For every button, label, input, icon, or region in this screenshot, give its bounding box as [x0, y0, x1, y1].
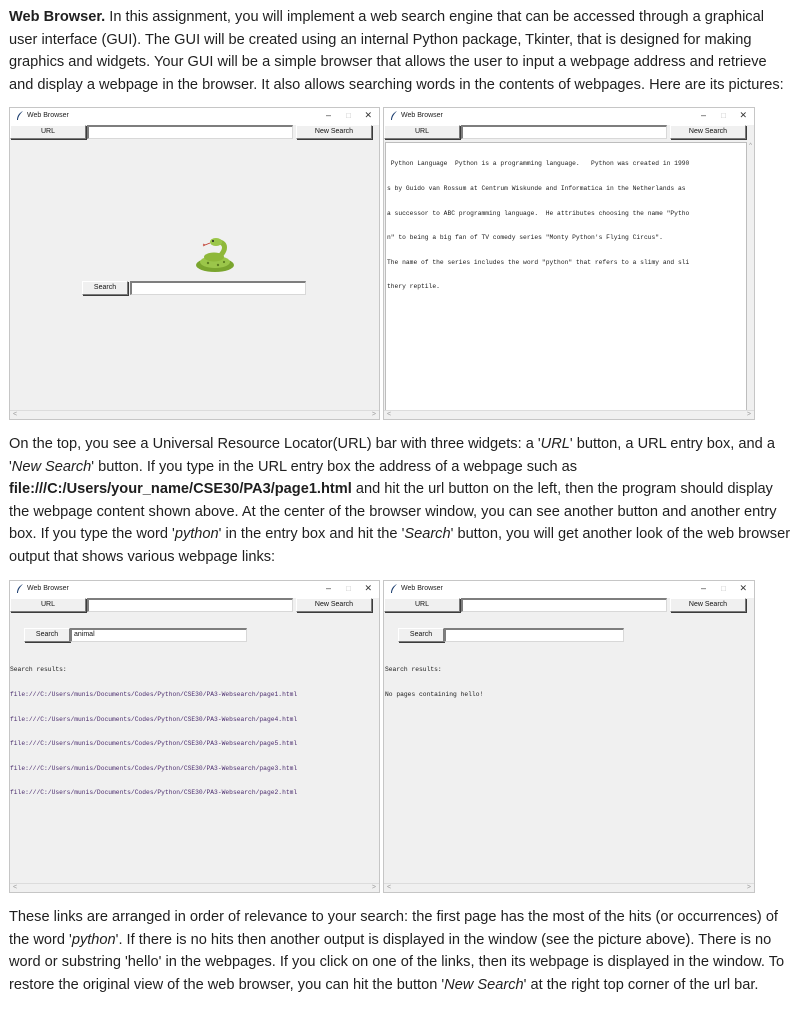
horizontal-scrollbar[interactable] — [384, 410, 754, 419]
window-title: Web Browser — [401, 585, 443, 592]
url-button[interactable]: URL — [10, 125, 86, 139]
search-button[interactable]: Search — [24, 628, 70, 642]
url-input[interactable] — [461, 125, 667, 139]
close-icon[interactable]: ✕ — [364, 583, 372, 593]
results-list — [385, 650, 483, 716]
horizontal-scrollbar[interactable] — [10, 883, 379, 892]
content-line: The name of the series includes the word "python" that refers to a slimy and sli — [387, 258, 690, 266]
horizontal-scrollbar[interactable] — [10, 410, 379, 419]
scroll-left-icon[interactable]: < — [13, 884, 18, 891]
scroll-left-icon[interactable]: < — [387, 411, 392, 418]
title-bar — [384, 108, 754, 125]
url-input[interactable] — [87, 125, 293, 139]
maximize-icon[interactable]: □ — [721, 111, 726, 120]
search-button[interactable]: Search — [82, 281, 128, 295]
search-button[interactable]: Search — [398, 628, 444, 642]
title-bar — [10, 581, 379, 598]
url-input[interactable] — [461, 598, 667, 612]
url-bar-paragraph: On the top, you see a Universal Resource Locator(URL) bar with three widgets: a 'URL' button, a URL entry box, and a 'New Search' button. If you type in the URL entry box the address of a webpage such as file:///C:/Users/your_name/CSE30/PA3/page1.html and hit the url button on the left, then the program should display the webpage content shown above. At the center of the browser window, you can see another button and another entry box. If you type the word 'python' in the entry box and hit the 'Search' button, you will get another look of the web browser output that shows various webpage links: — [9, 436, 791, 565]
scroll-up-icon[interactable]: ^ — [749, 143, 752, 149]
content-line: s by Guido van Rossum at Centrum Wiskunde and Informatica in the Netherlands as — [387, 185, 686, 193]
maximize-icon[interactable]: □ — [721, 584, 726, 593]
close-icon[interactable]: ✕ — [739, 110, 747, 120]
browser-window-home — [9, 107, 380, 420]
scroll-right-icon[interactable]: > — [746, 411, 751, 418]
intro-paragraph: Web Browser. In this assignment, you will implement a web search engine that can be accessed through a graphical user interface (GUI). The GUI will be created using an internal Python package, Tkinter, that is designed for making graphics and widgets. Your GUI will be a simple browser that allows the user to input a webpage address and retrieve and display a webpage in the browser. It also allows searching words in the contents of webpages. Here are its pictures: — [9, 9, 784, 93]
horizontal-scrollbar[interactable] — [384, 883, 754, 892]
feather-icon — [16, 111, 24, 121]
maximize-icon[interactable]: □ — [346, 111, 351, 120]
content-line: n" to being a big fan of TV comedy series "Monty Python's Flying Circus". — [387, 234, 663, 242]
scroll-right-icon[interactable]: > — [371, 411, 376, 418]
url-input[interactable] — [87, 598, 293, 612]
results-paragraph: These links are arranged in order of relevance to your search: the first page has the most of the hits (or occurrences) of the word 'python'. If there is no hits then another output is displayed in the window (see the picture above). There is no word or substring 'hello' in the webpages. If you click on one of the links, then its webpage is displayed in the window. To restore the original view of the web browser, you can hit the button 'New Search' at the right top corner of the url bar. — [9, 909, 785, 993]
browser-window-no-results — [383, 580, 755, 893]
result-link[interactable]: file:///C:/Users/munis/Documents/Codes/Python/CSE30/PA3-Websearch/page1.html — [10, 691, 298, 699]
url-button[interactable]: URL — [384, 598, 460, 612]
new-search-button[interactable]: New Search — [296, 125, 372, 139]
browser-window-page — [383, 107, 755, 420]
content-line: Python Language Python is a programming language. Python was created in 1990 — [387, 160, 690, 168]
window-title: Web Browser — [27, 112, 69, 119]
feather-icon — [390, 111, 398, 121]
new-search-button[interactable]: New Search — [670, 598, 746, 612]
section-heading: Web Browser. — [9, 9, 106, 25]
minimize-icon[interactable]: – — [700, 583, 706, 593]
window-title: Web Browser — [401, 112, 443, 119]
minimize-icon[interactable]: – — [700, 110, 706, 120]
feather-icon — [390, 584, 398, 594]
result-link[interactable]: file:///C:/Users/munis/Documents/Codes/Python/CSE30/PA3-Websearch/page2.html — [10, 789, 298, 797]
python-snake-icon — [190, 236, 240, 274]
result-link[interactable]: file:///C:/Users/munis/Documents/Codes/Python/CSE30/PA3-Websearch/page5.html — [10, 740, 298, 748]
page-text — [386, 143, 746, 309]
browser-window-results — [9, 580, 380, 893]
no-results-message: No pages containing hello! — [385, 691, 484, 699]
scroll-right-icon[interactable]: > — [746, 884, 751, 891]
scroll-right-icon[interactable]: > — [371, 884, 376, 891]
window-title: Web Browser — [27, 585, 69, 592]
title-bar — [10, 108, 379, 125]
scroll-left-icon[interactable]: < — [387, 884, 392, 891]
close-icon[interactable]: ✕ — [739, 583, 747, 593]
search-input[interactable] — [130, 281, 306, 295]
results-header: Search results: — [385, 666, 442, 674]
url-button[interactable]: URL — [10, 598, 86, 612]
page-content-area[interactable] — [385, 142, 747, 411]
scroll-left-icon[interactable]: < — [13, 411, 18, 418]
new-search-button[interactable]: New Search — [670, 125, 746, 139]
search-input[interactable]: animal — [70, 628, 247, 642]
content-line: a successor to ABC programming language. He attributes choosing the name "Pytho — [387, 209, 690, 217]
results-header: Search results: — [10, 666, 67, 674]
minimize-icon[interactable]: – — [325, 583, 331, 593]
new-search-button[interactable]: New Search — [296, 598, 372, 612]
result-link[interactable]: file:///C:/Users/munis/Documents/Codes/Python/CSE30/PA3-Websearch/page4.html — [10, 715, 298, 723]
feather-icon — [16, 584, 24, 594]
content-line: thery reptile. — [387, 283, 440, 291]
title-bar — [384, 581, 754, 598]
close-icon[interactable]: ✕ — [364, 110, 372, 120]
result-link[interactable]: file:///C:/Users/munis/Documents/Codes/Python/CSE30/PA3-Websearch/page3.html — [10, 764, 298, 772]
search-input[interactable] — [444, 628, 624, 642]
maximize-icon[interactable]: □ — [346, 584, 351, 593]
url-button[interactable]: URL — [384, 125, 460, 139]
results-list — [10, 650, 297, 814]
minimize-icon[interactable]: – — [325, 110, 331, 120]
